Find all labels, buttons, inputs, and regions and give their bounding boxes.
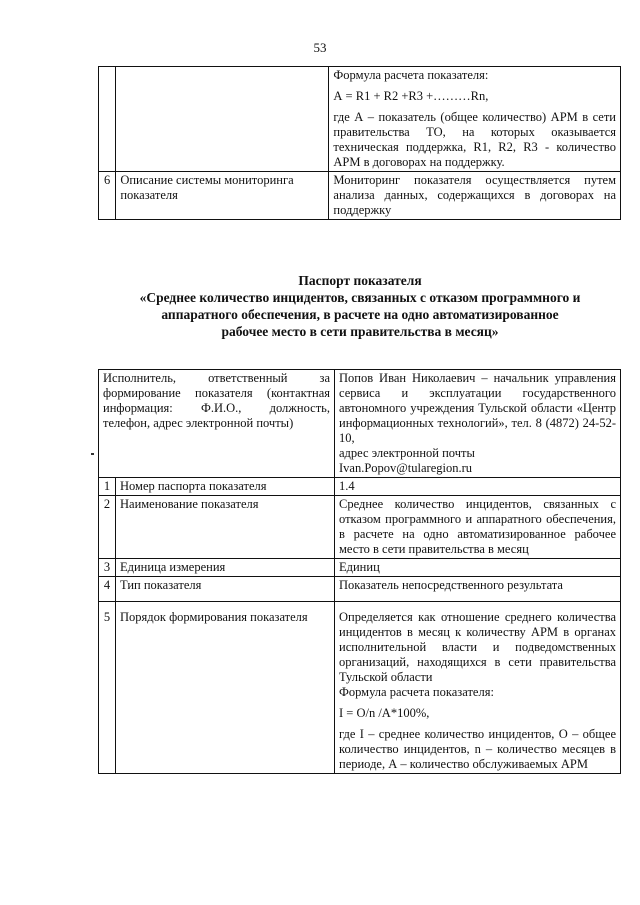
- row-label: Описание системы мониторинга показателя: [116, 172, 329, 220]
- row-number: 3: [99, 559, 116, 577]
- row-value: [335, 602, 621, 774]
- table-row: [99, 559, 621, 577]
- title-line: «Среднее количество инцидентов, связанных с отказом программного и: [139, 290, 581, 305]
- executor-label: Исполнитель, ответственный за формирование показателя (контактная информация: Ф.И.О., должность, телефон, адрес электронной почты): [99, 370, 335, 478]
- row-number: 4: [99, 577, 116, 602]
- email: Ivan.Popov@tularegion.ru: [339, 461, 473, 475]
- passport-table: [98, 369, 621, 774]
- row-value: Показатель непосредственного результата: [335, 577, 621, 602]
- table-row: [99, 496, 621, 559]
- table-row: [99, 577, 621, 602]
- formula: А = R1 + R2 +R3 +………Rn,: [333, 89, 489, 103]
- row-number: [99, 67, 116, 172]
- row-value: [329, 67, 621, 172]
- table-row: [99, 172, 621, 220]
- executor-value: [335, 370, 621, 478]
- scan-mark: [91, 453, 94, 455]
- table-row: [99, 478, 621, 496]
- method-description: Определяется как отношение среднего количества инцидентов в месяц к количеству АРМ в органах исполнительной власти и подведомственных организаций, находящихся в сети правительства Тульской области: [339, 610, 616, 684]
- title-line: Паспорт показателя: [298, 273, 422, 288]
- title-line: рабочее место в сети правительства в месяц»: [221, 324, 499, 339]
- row-value: Мониторинг показателя осуществляется путем анализа данных, содержащихся в договорах на поддержку: [329, 172, 621, 220]
- row-number: 5: [99, 602, 116, 774]
- indicator-table-continued: [98, 66, 621, 220]
- row-value: 1.4: [335, 478, 621, 496]
- email-label: адрес электронной почты: [339, 446, 475, 460]
- row-number: 2: [99, 496, 116, 559]
- row-number: 6: [99, 172, 116, 220]
- row-label: Наименование показателя: [116, 496, 335, 559]
- row-label: Порядок формирования показателя: [116, 602, 335, 774]
- formula-description: где I – среднее количество инцидентов, О – общее количество инцидентов, n – количество месяцев в периоде, А – количество обслуживаемых АРМ: [339, 727, 616, 771]
- row-value: Среднее количество инцидентов, связанных с отказом программного и аппаратного обеспечения, в расчете на одно автоматизированное рабочее место в сети правительства в месяц: [335, 496, 621, 559]
- formula: I = O/n /A*100%,: [339, 706, 430, 720]
- formula-description: где А – показатель (общее количество) АРМ в сети правительства ТО, на которых оказывается техническая поддержка, R1, R2, R3 - количество АРМ в договорах на поддержку.: [333, 110, 616, 169]
- executor-info: Попов Иван Николаевич – начальник управления сервиса и эксплуатации государственного автономного учреждения Тульской области «Центр информационных технологий», тел. 8 (4872) 24-52-10,: [339, 371, 616, 445]
- row-value: Единиц: [335, 559, 621, 577]
- formula-title: Формула расчета показателя:: [339, 685, 494, 699]
- row-number: 1: [99, 478, 116, 496]
- row-label: Единица измерения: [116, 559, 335, 577]
- row-label: Номер паспорта показателя: [116, 478, 335, 496]
- formula-title: Формула расчета показателя:: [333, 68, 489, 82]
- row-label: [116, 67, 329, 172]
- page-number: 53: [313, 40, 327, 55]
- table-row: [99, 370, 621, 478]
- row-label: Тип показателя: [116, 577, 335, 602]
- title-line: аппаратного обеспечения, в расчете на одно автоматизированное: [161, 307, 559, 322]
- table-row: [99, 602, 621, 774]
- table-row: [99, 67, 621, 172]
- passport-title: [90, 272, 630, 340]
